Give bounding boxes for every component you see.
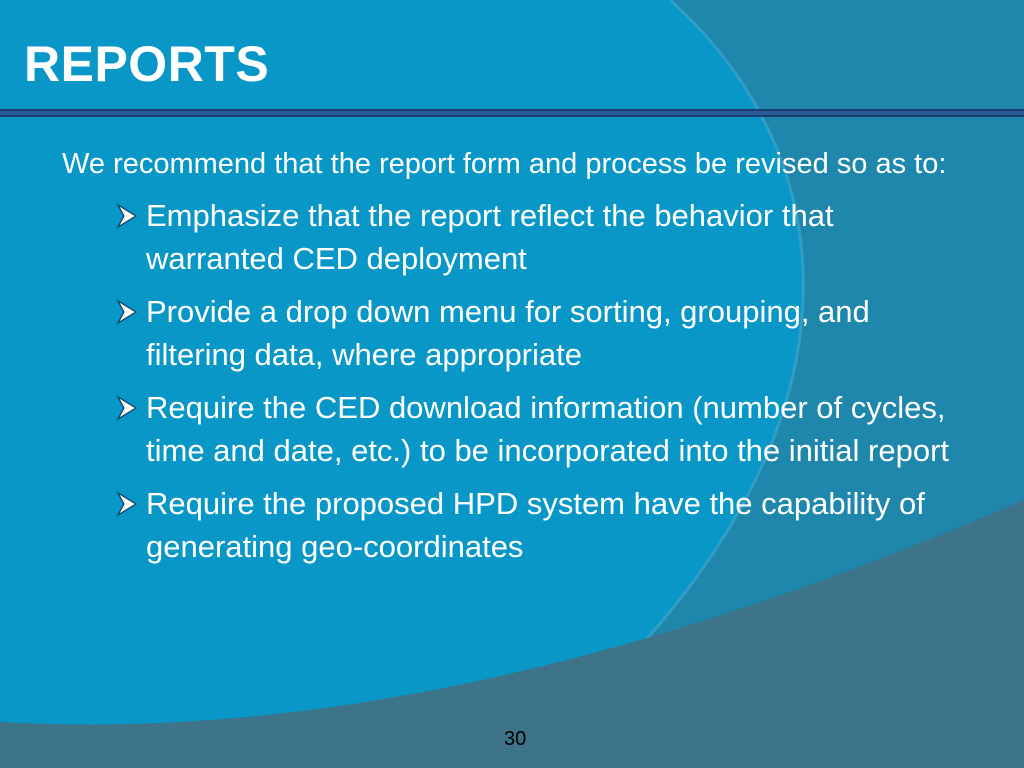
slide-body bbox=[62, 143, 982, 578]
page-number: 30 bbox=[504, 728, 527, 750]
bullet-text: Require the CED download information (number of cycles, time and date, etc.) to be incorporated into the initial report bbox=[146, 390, 950, 468]
bullet-item bbox=[62, 290, 976, 376]
bullet-item bbox=[62, 386, 976, 472]
arrowhead-bullet-icon bbox=[114, 386, 144, 429]
bullet-item bbox=[62, 482, 976, 568]
title-divider bbox=[0, 109, 1024, 117]
arrowhead-bullet-icon bbox=[114, 290, 144, 333]
arrowhead-bullet-icon bbox=[114, 194, 144, 237]
bullet-list bbox=[62, 194, 982, 568]
bullet-text: Require the proposed HPD system have the capability of generating geo-coordinates bbox=[146, 486, 925, 564]
bullet-text: Emphasize that the report reflect the behavior that warranted CED deployment bbox=[146, 198, 834, 276]
intro-text: We recommend that the report form and process be revised so as to: bbox=[62, 148, 947, 180]
bullet-text: Provide a drop down menu for sorting, grouping, and filtering data, where appropriate bbox=[146, 294, 870, 372]
arrowhead-bullet-icon bbox=[114, 482, 144, 525]
bullet-item bbox=[62, 194, 976, 280]
slide-title: REPORTS bbox=[24, 36, 270, 92]
